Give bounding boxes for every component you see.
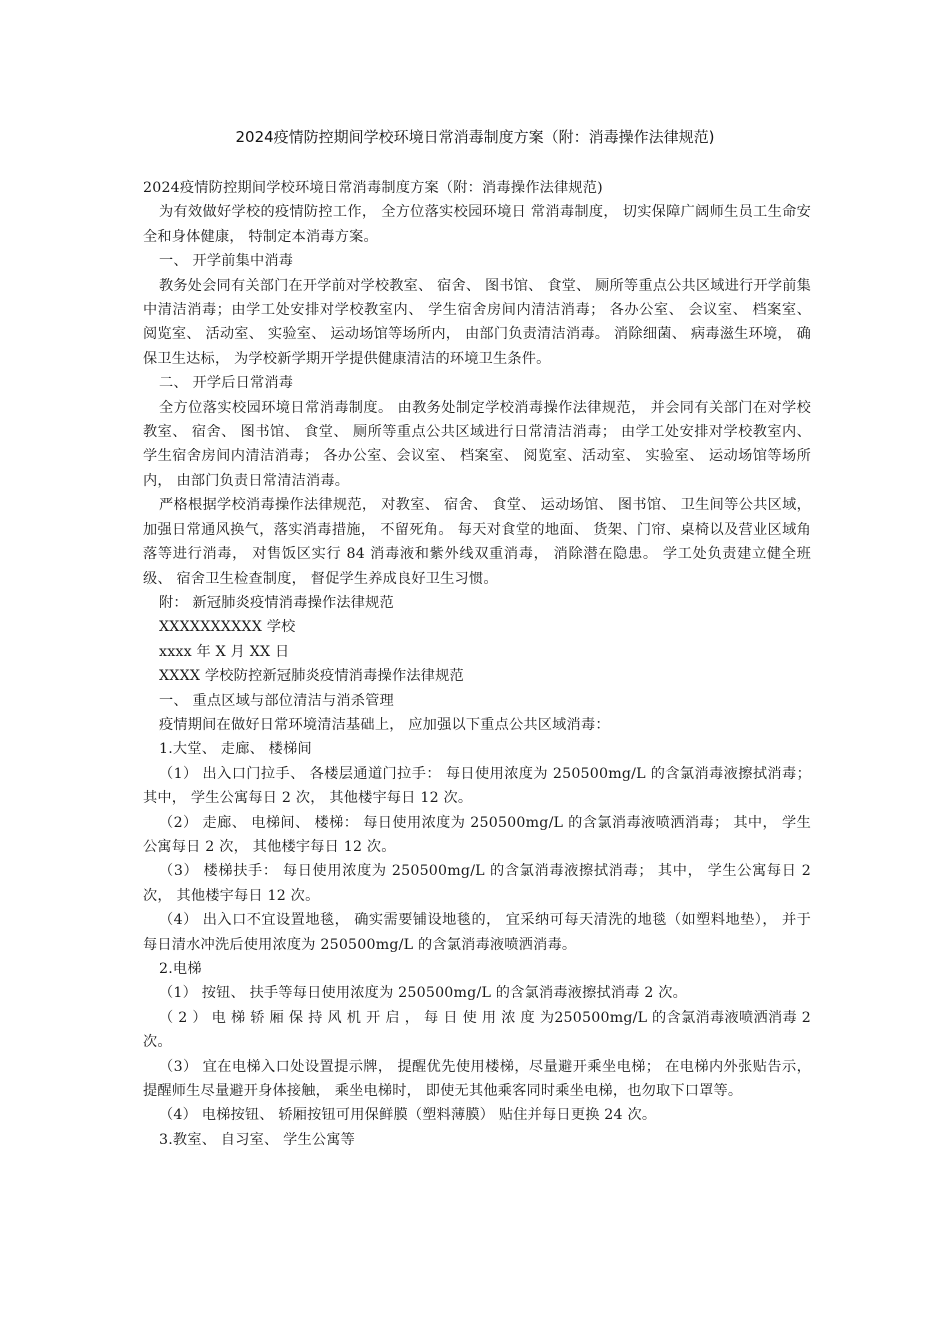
list-item: （1） 按钮、 扶手等每日使用浓度为 250500mg/L 的含氯消毒液擦拭消毒 2 次。 xyxy=(159,985,688,1002)
section-heading: 二、 开学后日常消毒 xyxy=(159,375,294,392)
subsection-heading: 3.教室、 自习室、 学生公寓等 xyxy=(159,1131,356,1148)
paragraph-intro: 为有效做好学校的疫情防控工作， 全方位落实校园环境日 常消毒制度， 切实保障广阔师生员工生命安全和身体健康， 特制定本消毒方案。 xyxy=(143,204,811,245)
subsection-heading: 2.电梯 xyxy=(159,961,202,977)
paragraph: 疫情期间在做好日常环境清洁基础上， 应加强以下重点公共区域消毒： xyxy=(159,716,610,733)
document-title: 2024疫情防控期间学校环境日常消毒制度方案（附：消毒操作法律规范) xyxy=(235,128,715,146)
list-item: （4） 电梯按钮、 轿厢按钮可用保鲜膜（塑料薄膜） 贴住并每日更换 24 次。 xyxy=(159,1107,657,1124)
document-body xyxy=(143,176,811,1152)
school-name: XXXXXXXXXX 学校 xyxy=(159,619,296,636)
list-item: （ 2 ） 电 梯 轿 厢 保 持 风 机 开 启 ， 每 日 使 用 浓 度 为250500mg/L 的含氯消毒液喷洒消毒 2 次。 xyxy=(143,1009,811,1051)
paragraph: 教务处会同有关部门在开学前对学校教室、 宿舍、 图书馆、 食堂、 厕所等重点公共区域进行开学前集中清洁消毒；由学工处安排对学校教室内、 学生宿舍房间内清洁消毒； 各办公室、 会议室、 档案室、 阅览室、 活动室、 实验室、 运动场馆等场所内， 由部门负责清洁消毒。 消除细菌、 病毒滋生环境， 确保卫生达标， 为学校新学期开学提供健康清洁的环境卫生条件。 xyxy=(143,277,811,367)
list-item: （3） 楼梯扶手： 每日使用浓度为 250500mg/L 的含氯消毒液擦拭消毒； 其中， 学生公寓每日 2 次， 其他楼宇每日 12 次。 xyxy=(143,863,811,904)
paragraph: 严格根据学校消毒操作法律规范， 对教室、 宿舍、 食堂、 运动场馆、 图书馆、 卫生间等公共区域， 加强日常通风换气，落实消毒措施， 不留死角。 每天对食堂的地面、 货架、门帘、桌椅以及营业区域角落等进行消毒， 对售饭区实行 84 消毒液和紫外线双重消毒， 消除潜在隐患。 学工处负责建立健全班级、 宿舍卫生检查制度， 督促学生养成良好卫生习惯。 xyxy=(143,497,811,587)
list-item: （2） 走廊、 电梯间、 楼梯： 每日使用浓度为 250500mg/L 的含氯消毒液喷洒消毒； 其中， 学生公寓每日 2 次， 其他楼宇每日 12 次。 xyxy=(143,814,811,855)
section-heading: 一、 重点区域与部位清洁与消杀管理 xyxy=(159,692,394,709)
paragraph-subtitle: 2024疫情防控期间学校环境日常消毒制度方案（附：消毒操作法律规范) xyxy=(143,180,603,196)
list-item: （3） 宜在电梯入口处设置提示牌， 提醒优先使用楼梯，尽量避开乘坐电梯； 在电梯内外张贴告示， 提醒师生尽量避开身体接触， 乘坐电梯时， 即使无其他乘客同时乘坐电梯，也勿取下口罩等。 xyxy=(143,1058,811,1100)
appendix-heading: 附： 新冠肺炎疫情消毒操作法律规范 xyxy=(159,594,394,611)
list-item: （1） 出入口门拉手、 各楼层通道门拉手： 每日使用浓度为 250500mg/L 的含氯消毒液擦拭消毒； 其中， 学生公寓每日 2 次， 其他楼宇每日 12 次。 xyxy=(143,765,811,807)
paragraph: 全方位落实校园环境日常消毒制度。 由教务处制定学校消毒操作法律规范， 并会同有关部门在对学校教室、 宿舍、 图书馆、 食堂、 厕所等重点公共区域进行日常清洁消毒； 由学工处安排对学校教室内、 学生宿舍房间内清洁消毒； 各办公室、会议室、 档案室、 阅览室、活动室、 实验室、 运动场馆等场所内， 由部门负责日常清洁消毒。 xyxy=(143,399,811,489)
list-item: （4） 出入口不宜设置地毯， 确实需要铺设地毯的， 宜采纳可每天清洗的地毯（如塑料地垫）， 并于每日清水冲洗后使用浓度为 250500mg/L 的含氯消毒液喷洒消毒。 xyxy=(143,912,811,953)
section-heading: 一、 开学前集中消毒 xyxy=(159,253,294,270)
subsection-heading: 1.大堂、 走廊、 楼梯间 xyxy=(159,741,312,758)
document-date: xxxx 年 X 月 XX 日 xyxy=(159,643,290,660)
appendix-title: XXXX 学校防控新冠肺炎疫情消毒操作法律规范 xyxy=(159,668,464,685)
